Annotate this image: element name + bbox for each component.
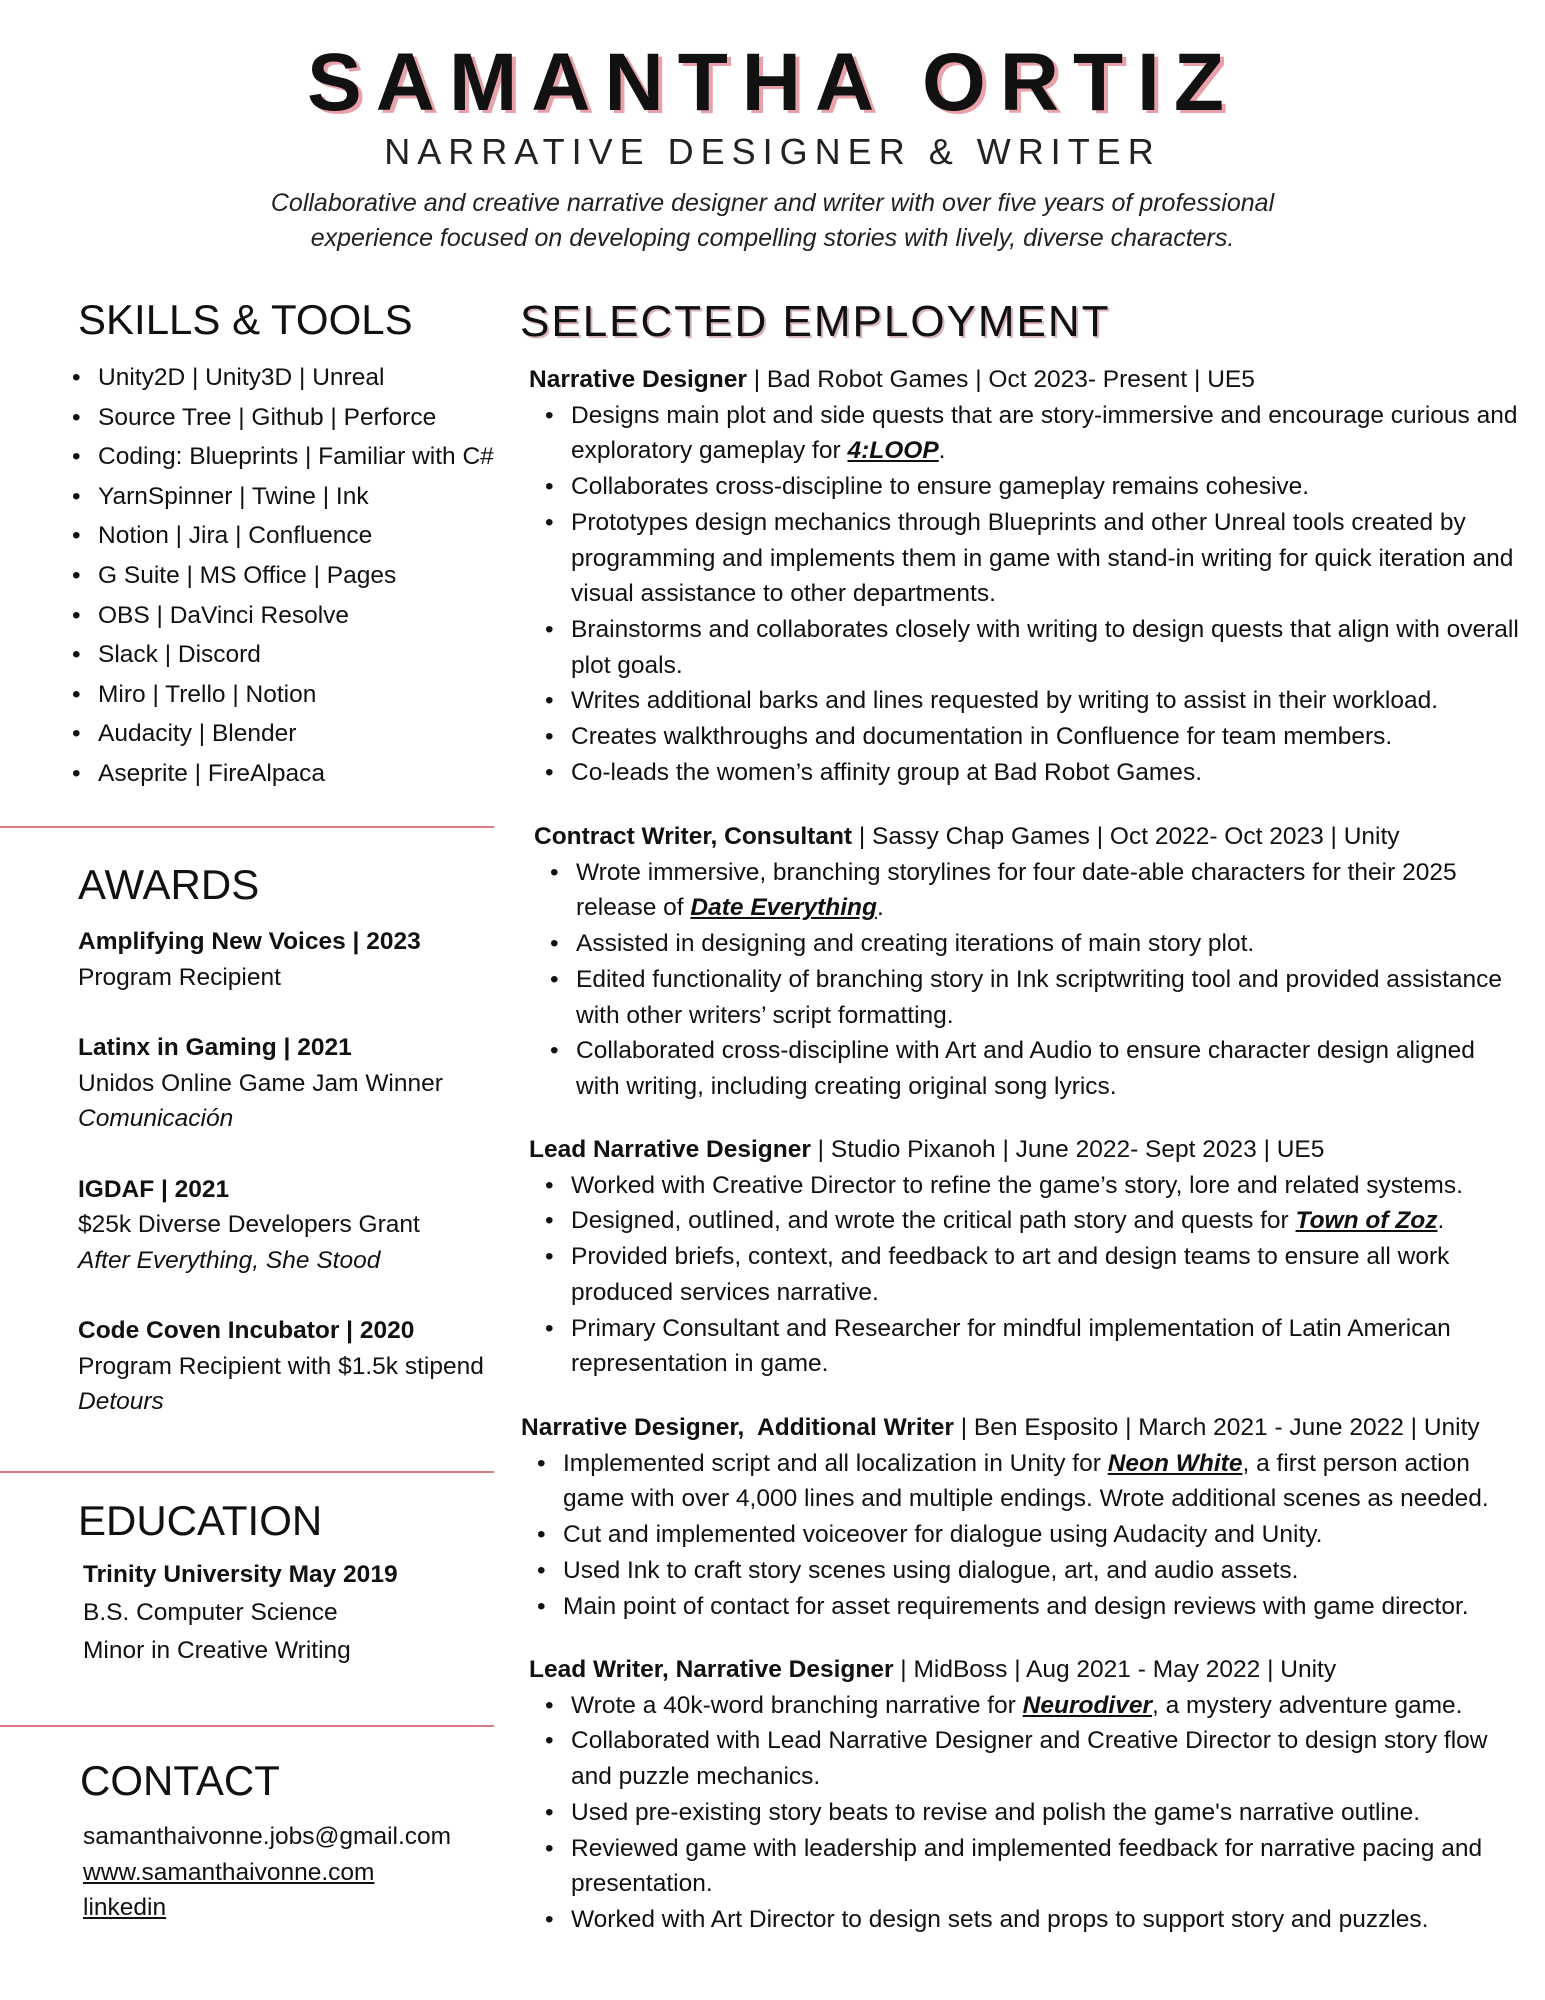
job-bullets [521, 1446, 1521, 1625]
summary-line: experience focused on developing compelling stories with lively, diverse characters. [310, 224, 1235, 252]
job-role: Narrative Designer [529, 366, 747, 393]
job-bullet: • Prototypes design mechanics through Blueprints and other Unreal tools created by programming and implements them in game with stand-in writing for quick iteration and visual assistance to other departments. [571, 505, 1519, 612]
education-block [83, 1556, 503, 1670]
skill-item: • Unity2D | Unity3D | Unreal [98, 358, 518, 398]
candidate-name: SAMANTHA ORTIZ [307, 37, 1238, 128]
job-bullets [529, 398, 1519, 791]
section-divider [0, 826, 494, 828]
game-title[interactable]: Neon White [1107, 1449, 1243, 1477]
website-link[interactable]: www.samanthaivonne.com [83, 1858, 375, 1886]
job-title: NARRATIVE DESIGNER & WRITER [384, 131, 1161, 172]
job-details: | Ben Esposito | March 2021 - June 2022 | Unity [953, 1414, 1480, 1441]
job-bullet: • Worked with Art Director to design sets and props to support story and puzzles. [571, 1902, 1519, 1938]
award-item [78, 924, 518, 995]
job-bullet: • Used pre-existing story beats to revise and polish the game's narrative outline. [571, 1795, 1519, 1831]
degree: B.S. Computer Science [83, 1599, 338, 1626]
award-detail: Program Recipient [78, 963, 281, 991]
job-bullet: • Assisted in designing and creating iterations of main story plot. [576, 926, 1524, 962]
job-details: | Sassy Chap Games | Oct 2022- Oct 2023 | Unity [852, 823, 1400, 850]
skill-item: • Source Tree | Github | Perforce [98, 398, 518, 438]
minor: Minor in Creative Writing [83, 1637, 351, 1664]
job-bullet: • Primary Consultant and Researcher for mindful implementation of Latin American representation in game. [571, 1311, 1519, 1382]
job-bullet: • Used Ink to craft story scenes using dialogue, art, and audio assets. [563, 1553, 1521, 1589]
job-bullet: • Implemented script and all localization in Unity for Neon White, a first person action game with over 4,000 lines and multiple endings. Wrote additional scenes as needed. [563, 1446, 1521, 1517]
job-role: Narrative Designer, Additional Writer [521, 1414, 954, 1441]
section-divider [0, 1725, 494, 1727]
skill-item: • Notion | Jira | Confluence [98, 516, 518, 556]
job-bullet: • Worked with Creative Director to refine the game’s story, lore and related systems. [571, 1168, 1519, 1204]
award-name: Code Coven Incubator | 2020 [78, 1317, 415, 1344]
award-project: After Everything, She Stood [78, 1246, 381, 1274]
school: Trinity University May 2019 [83, 1561, 398, 1588]
job-bullet: • Designed, outlined, and wrote the critical path story and quests for Town of Zoz. [571, 1203, 1519, 1239]
job-bullet: • Provided briefs, context, and feedback to art and design teams to ensure all work produced services narrative. [571, 1239, 1519, 1310]
job-entry [521, 1410, 1521, 1624]
game-title[interactable]: Town of Zoz [1295, 1207, 1438, 1235]
award-detail: $25k Diverse Developers Grant [78, 1211, 420, 1238]
award-detail: Unidos Online Game Jam Winner [78, 1069, 443, 1097]
award-detail: Program Recipient with $1.5k stipend [78, 1352, 484, 1380]
skill-item: • OBS | DaVinci Resolve [98, 596, 518, 636]
skill-item: • Audacity | Blender [98, 714, 518, 754]
employment-heading: SELECTED EMPLOYMENT [520, 297, 1111, 346]
game-title[interactable]: Date Everything [690, 894, 877, 922]
email[interactable]: samanthaivonne.jobs@gmail.com [83, 1823, 452, 1850]
job-bullet: • Designs main plot and side quests that are story-immersive and encourage curious and exploratory gameplay for 4:LOOP. [571, 398, 1519, 469]
award-name: IGDAF | 2021 [78, 1175, 230, 1203]
award-item [78, 1030, 518, 1137]
job-bullet: • Cut and implemented voiceover for dialogue using Audacity and Unity. [563, 1517, 1521, 1553]
job-role: Contract Writer, Consultant [534, 823, 853, 850]
job-header [529, 1132, 1519, 1168]
job-details: | MidBoss | Aug 2021 - May 2022 | Unity [893, 1656, 1337, 1683]
job-bullet: • Wrote immersive, branching storylines for four date-able characters for their 2025 release of Date Everything. [576, 855, 1524, 926]
award-item [78, 1313, 518, 1420]
section-divider [0, 1471, 494, 1473]
job-entry [529, 1652, 1519, 1938]
award-name: Latinx in Gaming | 2021 [78, 1034, 352, 1061]
skill-item: • Coding: Blueprints | Familiar with C# [98, 437, 518, 477]
job-bullet: • Creates walkthroughs and documentation in Confluence for team members. [571, 719, 1519, 755]
job-header [529, 362, 1519, 398]
job-bullet: • Collaborated with Lead Narrative Designer and Creative Director to design story flow and puzzle mechanics. [571, 1723, 1519, 1794]
skills-list [98, 358, 518, 794]
job-details: | Studio Pixanoh | June 2022- Sept 2023 | UE5 [810, 1136, 1325, 1163]
job-bullet: • Wrote a 40k-word branching narrative for Neurodiver, a mystery adventure game. [571, 1688, 1519, 1724]
awards-heading: AWARDS [78, 861, 260, 908]
job-bullet: • Collaborated cross-discipline with Art and Audio to ensure character design aligned with writing, including creating original song lyrics. [576, 1033, 1524, 1104]
job-entry [529, 362, 1519, 790]
award-project: Detours [78, 1388, 164, 1415]
job-role: Lead Narrative Designer [529, 1136, 811, 1163]
job-bullet: • Main point of contact for asset requirements and design reviews with game director. [563, 1589, 1521, 1625]
award-name: Amplifying New Voices | 2023 [78, 928, 421, 955]
awards-list [78, 924, 518, 1455]
job-bullet: • Brainstorms and collaborates closely with writing to design quests that align with overall plot goals. [571, 612, 1519, 683]
award-project: Comunicación [78, 1105, 234, 1132]
contact-block [83, 1819, 503, 1926]
job-bullets [529, 1688, 1519, 1938]
job-bullet: • Writes additional barks and lines requested by writing to assist in their workload. [571, 683, 1519, 719]
job-bullet: • Reviewed game with leadership and implemented feedback for narrative pacing and presentation. [571, 1831, 1519, 1902]
skill-item: • YarnSpinner | Twine | Ink [98, 477, 518, 517]
skill-item: • G Suite | MS Office | Pages [98, 556, 518, 596]
skills-heading: SKILLS & TOOLS [78, 296, 413, 343]
summary [170, 186, 1375, 256]
job-bullets [529, 1168, 1519, 1382]
job-header [534, 819, 1524, 855]
skill-item: • Miro | Trello | Notion [98, 675, 518, 715]
summary-line: Collaborative and creative narrative designer and writer with over five years of professional [270, 189, 1275, 217]
job-bullet: • Edited functionality of branching story in Ink scriptwriting tool and provided assistance with other writers’ script formatting. [576, 962, 1524, 1033]
job-bullet: • Collaborates cross-discipline to ensure gameplay remains cohesive. [571, 469, 1519, 505]
skill-item: • Slack | Discord [98, 635, 518, 675]
job-role: Lead Writer, Narrative Designer [529, 1656, 894, 1683]
job-bullet: • Co-leads the women’s affinity group at Bad Robot Games. [571, 755, 1519, 791]
education-heading: EDUCATION [78, 1497, 323, 1544]
game-title[interactable]: Neurodiver [1022, 1691, 1152, 1719]
job-entry [529, 1132, 1519, 1382]
job-header [521, 1410, 1521, 1446]
game-title[interactable]: 4:LOOP [847, 437, 939, 465]
job-bullets [534, 855, 1524, 1105]
job-header [529, 1652, 1519, 1688]
award-item [78, 1172, 518, 1279]
contact-heading: CONTACT [80, 1757, 280, 1804]
job-entry [534, 819, 1524, 1105]
linkedin-link[interactable]: linkedin [83, 1894, 167, 1921]
job-details: | Bad Robot Games | Oct 2023- Present | UE5 [746, 366, 1255, 393]
skill-item: • Aseprite | FireAlpaca [98, 754, 518, 794]
